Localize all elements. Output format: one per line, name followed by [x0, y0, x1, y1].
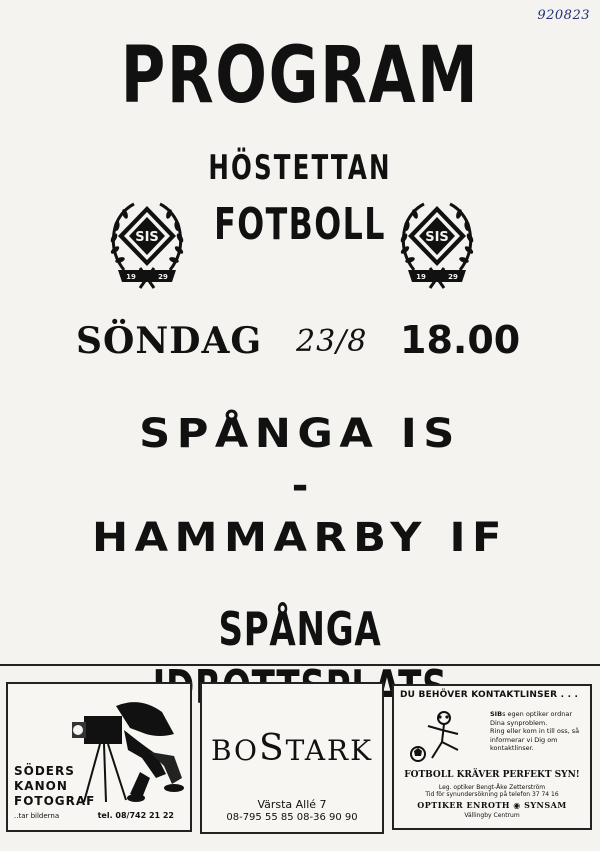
- photographer-name-line2: KANON: [14, 779, 68, 793]
- optician-body-line4: informerar vi Dig om: [490, 735, 558, 744]
- optician-body: [490, 710, 586, 753]
- program-title: PROGRAM: [120, 31, 480, 121]
- ad-photographer: [6, 682, 192, 832]
- club-emblem-right: [394, 198, 480, 290]
- emblem-letters-left: SIS: [135, 230, 159, 245]
- photographer-phone: tel. 08/742 21 22: [97, 811, 174, 820]
- optician-staff: [394, 784, 590, 798]
- optician-logo-text: OPTIKER ENROTH: [417, 800, 510, 810]
- photographer-name-line3: FOTOGRAF: [14, 794, 96, 808]
- optician-brand: SIB: [490, 710, 503, 718]
- photographer-tagline: ..tar bilderna: [14, 812, 60, 820]
- bostark-logo-part1: BO: [210, 734, 259, 767]
- photographer-name: [14, 764, 95, 809]
- emblem-year-left-a: 19: [126, 273, 136, 281]
- optician-logo-text2: SYNSAM: [524, 800, 567, 810]
- away-team: HAMMARBY IF: [91, 515, 509, 561]
- handwritten-id: 920823: [537, 8, 590, 23]
- emblem-letters-right: SIS: [425, 230, 449, 245]
- ad-optician: [392, 684, 592, 830]
- home-team: SPÅNGA IS: [139, 411, 461, 457]
- optician-body-line1: s egen optiker ordnar: [502, 710, 572, 718]
- optician-logo: [394, 800, 590, 810]
- bostark-logo-part2: S: [259, 728, 286, 769]
- optician-staff-line1: Leg. optiker Bengt-Åke Zetterström: [438, 784, 546, 791]
- venue: SPÅNGA: [218, 602, 382, 656]
- footballer-icon: [404, 708, 478, 766]
- versus-separator: -: [291, 463, 309, 509]
- optician-body-line5: kontaktlinser.: [490, 744, 534, 752]
- subtitle-division: HÖSTETTAN: [208, 148, 392, 188]
- emblem-year-right-a: 19: [416, 273, 426, 281]
- optician-body-line2: Dina synproblem.: [490, 718, 548, 727]
- match-date-row: [0, 318, 600, 368]
- club-emblem-left: [104, 198, 190, 290]
- bostark-logo: [202, 728, 382, 769]
- optician-slogan: FOTBOLL KRÄVER PERFEKT SYN!: [404, 770, 580, 780]
- emblem-year-right-b: 29: [448, 273, 458, 281]
- bostark-address: Värsta Allé 7: [257, 798, 327, 811]
- bostark-phones: 08-795 55 85 08-36 90 90: [226, 812, 358, 823]
- optician-location: Vällingby Centrum: [464, 812, 520, 819]
- optician-body-line3: Ring eller kom in till oss, så: [490, 727, 580, 735]
- match-time: 18.00: [400, 318, 521, 362]
- bostark-logo-part3: TARK: [285, 734, 374, 767]
- match-day: SÖNDAG: [76, 320, 263, 362]
- subtitle-sport: FOTBOLL: [214, 199, 386, 250]
- ad-bostark: [200, 682, 384, 834]
- match-date: 23/8: [296, 324, 368, 359]
- photographer-name-line1: SÖDERS: [14, 764, 75, 778]
- eye-icon: ◉: [513, 800, 521, 810]
- divider: [0, 664, 600, 666]
- emblem-year-left-b: 29: [158, 273, 168, 281]
- advertisement-strip: [0, 664, 600, 851]
- optician-staff-line2: Tid för synundersökning på telefon 37 74 16: [425, 791, 559, 798]
- optician-headline: DU BEHÖVER KONTAKTLINSER . . .: [400, 690, 579, 700]
